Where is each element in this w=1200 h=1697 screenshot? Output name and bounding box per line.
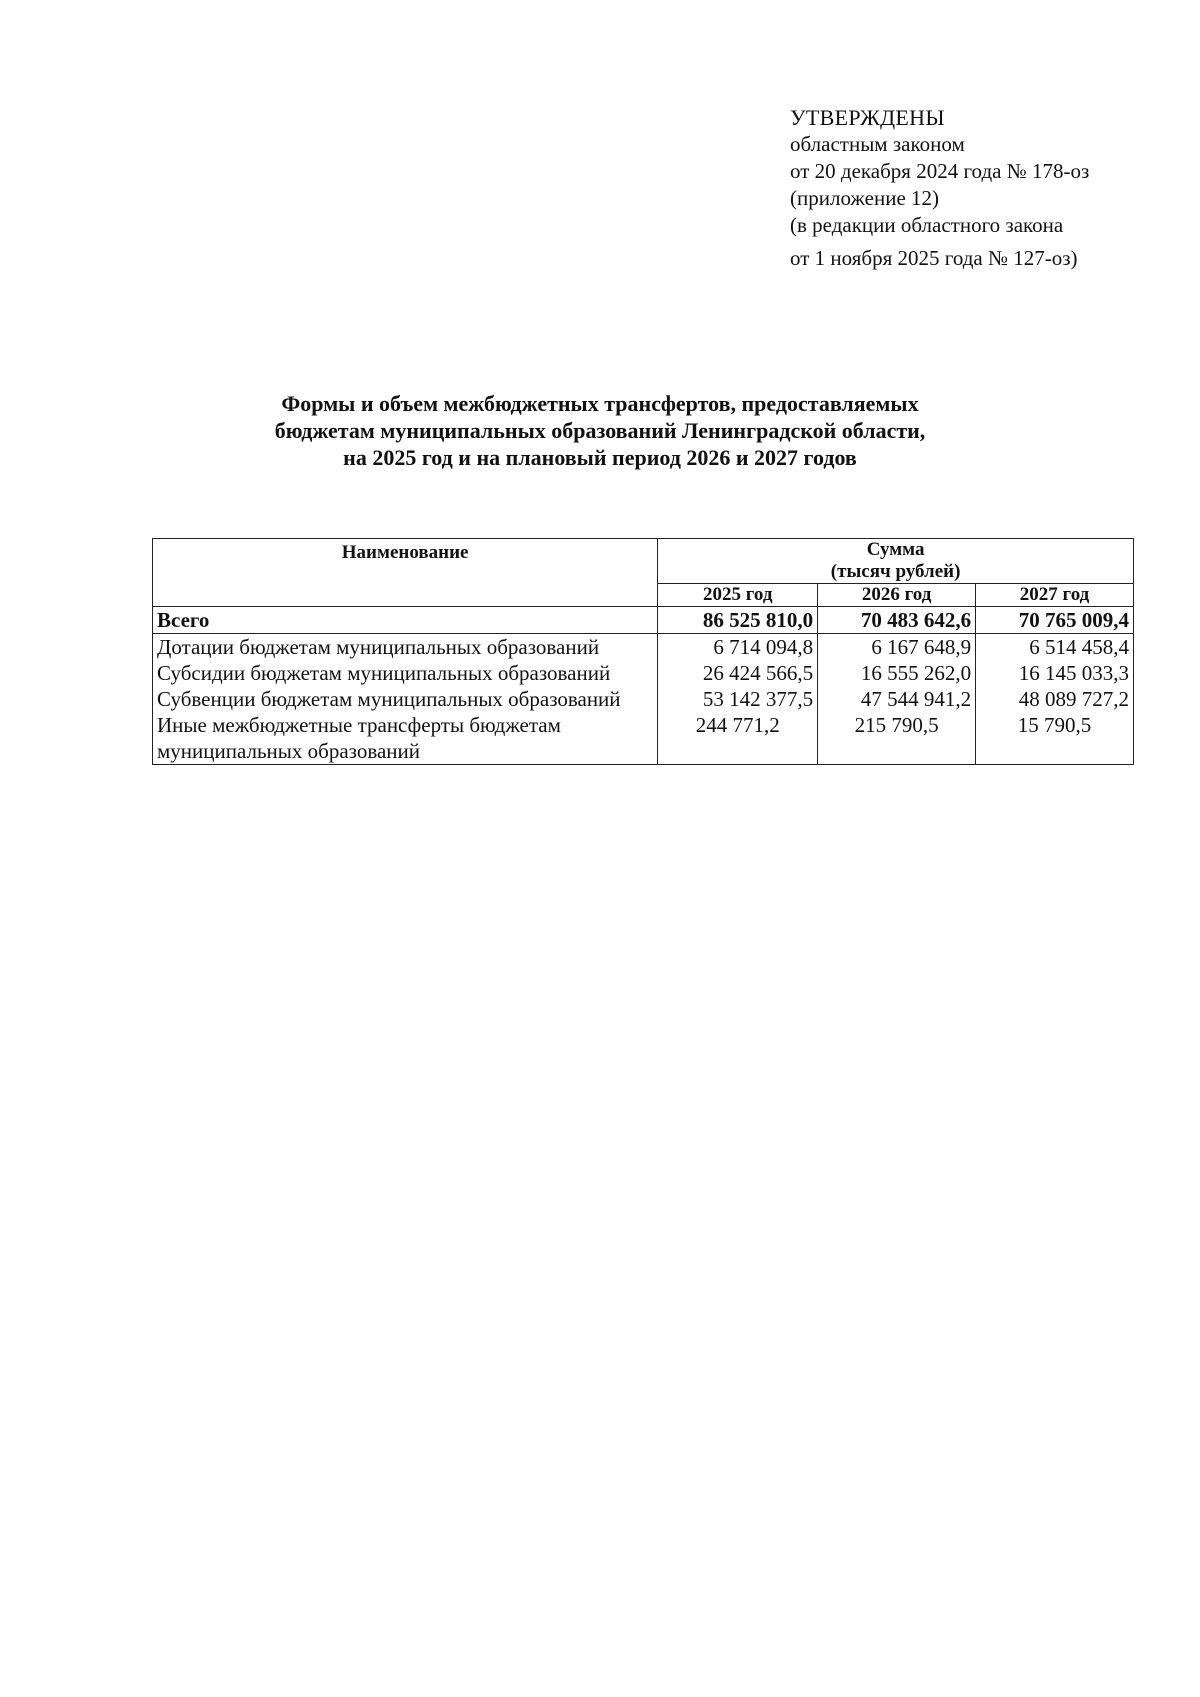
table-row — [153, 686, 1134, 712]
approval-line: (приложение 12) — [790, 186, 940, 210]
row-value: 15 790,5 — [976, 712, 1134, 765]
row-value: 244 771,2 — [658, 712, 818, 765]
row-label: Иные межбюджетные трансферты бюджетам муниципальных образований — [153, 712, 658, 765]
table-row — [153, 660, 1134, 686]
approval-line: от 1 ноября 2025 года № 127-оз) — [790, 246, 1078, 270]
row-label: Дотации бюджетам муниципальных образований — [153, 634, 658, 661]
heading-line: на 2025 год и на плановый период 2026 и 2027 годов — [343, 445, 857, 470]
document-heading — [150, 390, 1050, 471]
approval-stamp — [790, 104, 1089, 272]
row-label: Всего — [153, 607, 658, 634]
heading-line: Формы и объем межбюджетных трансфертов, предоставляемых — [281, 391, 919, 416]
row-value: 70 483 642,6 — [818, 607, 976, 634]
column-header-sum-unit: (тысяч рублей) — [830, 561, 961, 582]
approval-title: УТВЕРЖДЕНЫ — [790, 105, 945, 130]
row-label: Субвенции бюджетам муниципальных образований — [153, 686, 658, 712]
row-value: 70 765 009,4 — [976, 607, 1134, 634]
row-value: 47 544 941,2 — [818, 686, 976, 712]
column-header-name: Наименование — [153, 539, 658, 607]
column-header-sum-label: Сумма — [866, 539, 925, 560]
row-value: 6 714 094,8 — [658, 634, 818, 661]
table-header-row — [153, 539, 1134, 584]
row-value: 53 142 377,5 — [658, 686, 818, 712]
transfers-table — [152, 538, 1134, 765]
approval-line: от 20 декабря 2024 года № 178-оз — [790, 159, 1090, 183]
column-header-sum — [658, 539, 1134, 584]
row-value: 26 424 566,5 — [658, 660, 818, 686]
table-row-total — [153, 607, 1134, 634]
row-value: 6 514 458,4 — [976, 634, 1134, 661]
table-row — [153, 712, 1134, 765]
row-value: 16 555 262,0 — [818, 660, 976, 686]
approval-line: областным законом — [790, 132, 965, 156]
table-row — [153, 634, 1134, 661]
row-value: 48 089 727,2 — [976, 686, 1134, 712]
approval-line: (в редакции областного закона — [790, 213, 1064, 237]
heading-line: бюджетам муниципальных образований Ленинградской области, — [274, 418, 926, 443]
row-label: Субсидии бюджетам муниципальных образований — [153, 660, 658, 686]
row-value: 215 790,5 — [818, 712, 976, 765]
column-header-year: 2026 год — [818, 584, 976, 607]
column-header-year: 2027 год — [976, 584, 1134, 607]
column-header-year: 2025 год — [658, 584, 818, 607]
row-value: 6 167 648,9 — [818, 634, 976, 661]
row-value: 86 525 810,0 — [658, 607, 818, 634]
row-value: 16 145 033,3 — [976, 660, 1134, 686]
